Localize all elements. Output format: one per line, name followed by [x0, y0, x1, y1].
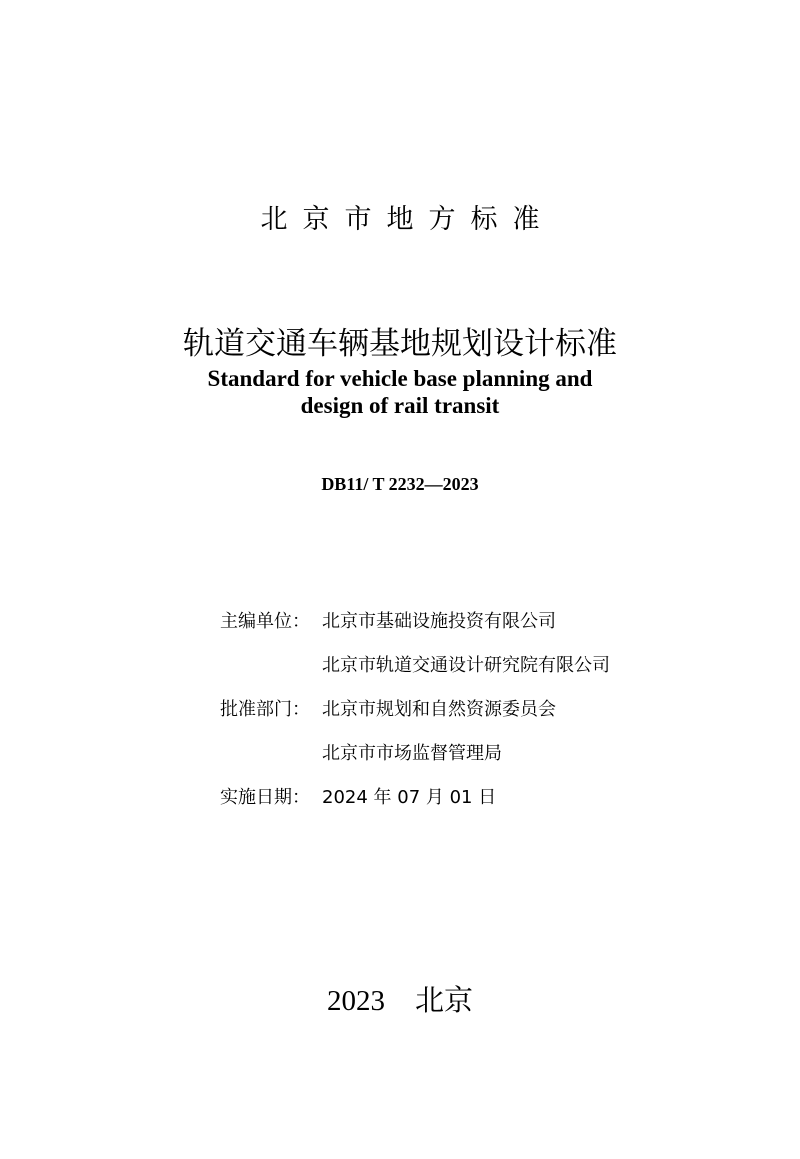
editor-row-2 [220, 644, 780, 688]
date-row [220, 776, 780, 820]
document-title-english-line2: design of rail transit [300, 393, 500, 418]
standard-code: DB11/ T 2232—2023 [321, 474, 479, 494]
editor-label: 主编单位： [220, 611, 310, 632]
approver-value-2: 北京市市场监督管理局 [322, 743, 502, 764]
approver-row-2 [220, 732, 780, 776]
document-title-english-line1: Standard for vehicle base planning and [207, 366, 593, 391]
publication-city: 北京 [414, 983, 473, 1017]
issuer-title: 北京市地方标准 [260, 204, 555, 235]
editor-value-2: 北京市轨道交通设计研究院有限公司 [322, 655, 610, 676]
approver-value-1: 北京市规划和自然资源委员会 [322, 699, 556, 720]
approver-label: 批准部门： [220, 699, 310, 720]
approver-row-1 [220, 688, 780, 732]
document-title-chinese: 轨道交通车辆基地规划设计标准 [183, 326, 617, 362]
date-label: 实施日期： [220, 787, 310, 808]
document-title-english [0, 365, 800, 419]
publication-footer [0, 978, 800, 1023]
editor-row-1 [220, 600, 780, 644]
document-info-block [220, 600, 780, 820]
publication-year: 2023 [326, 985, 385, 1017]
editor-value-1: 北京市基础设施投资有限公司 [322, 611, 556, 632]
date-value: 2024 年 07 月 01 日 [322, 787, 497, 808]
